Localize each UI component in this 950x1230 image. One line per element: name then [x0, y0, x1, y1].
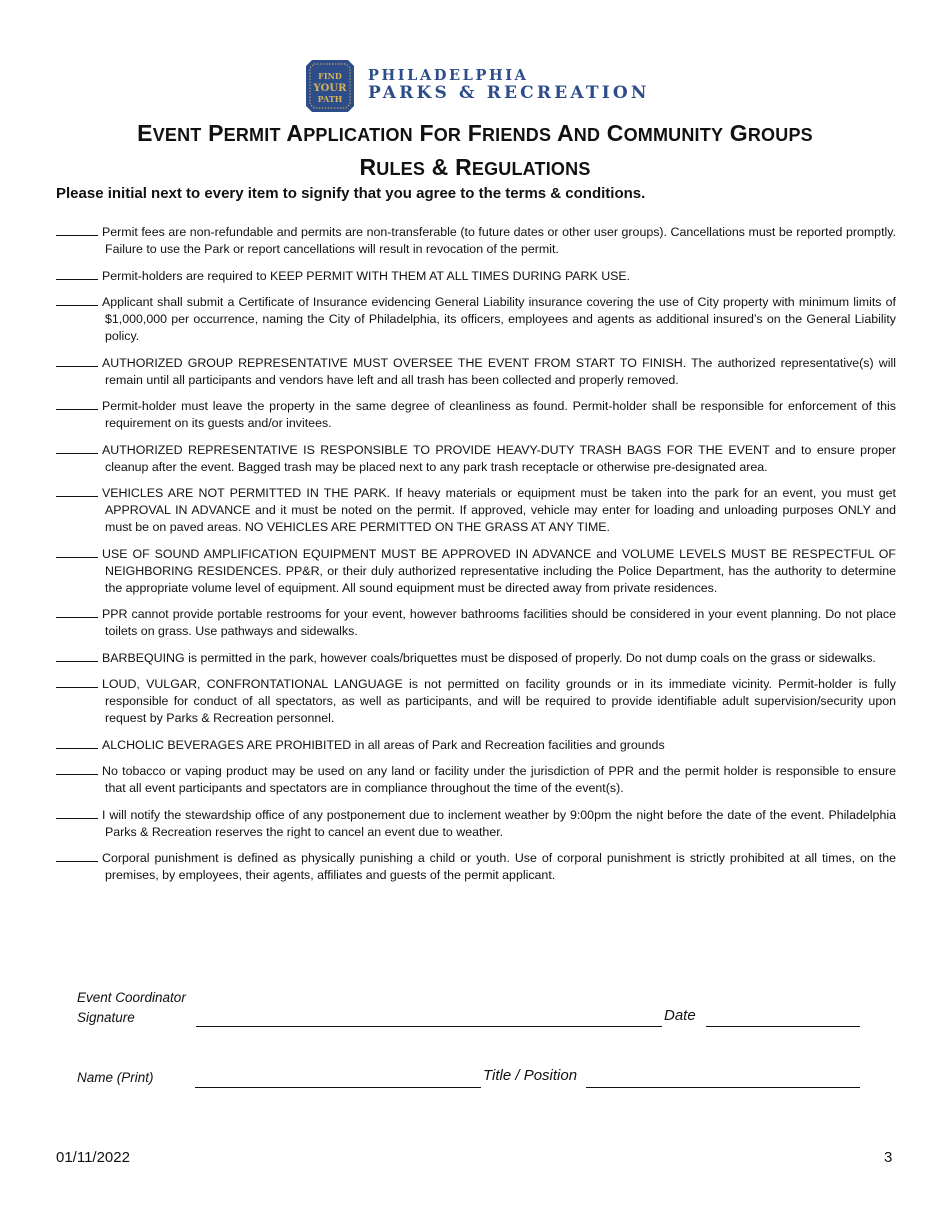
initial-blank[interactable]	[56, 807, 98, 819]
badge-word-your: YOUR	[313, 83, 347, 94]
badge-word-find: FIND	[318, 71, 342, 81]
document-title-text: EVENT PERMIT APPLICATION FOR FRIENDS AND COMMUNITY GROUPS	[137, 120, 813, 146]
rule-text: I will notify the stewardship office of any postponement due to inclement weather by 9:00pm the night before the date of the event. Philadelphia Parks & Recreation reserves the right to cancel an event due to weather.	[102, 807, 896, 839]
document-subtitle	[0, 154, 950, 181]
initial-blank[interactable]	[56, 546, 98, 558]
rule-text: BARBEQUING is permitted in the park, however coals/briquettes must be disposed of properly. Do not dump coals on the grass or sidewalks.	[102, 650, 876, 665]
coordinator-label-line2: Signature	[77, 1010, 135, 1025]
rule-item	[56, 355, 896, 389]
initial-blank[interactable]	[56, 485, 98, 497]
initial-blank[interactable]	[56, 224, 98, 236]
rule-item	[56, 224, 896, 258]
rule-text: AUTHORIZED GROUP REPRESENTATIVE MUST OVERSEE THE EVENT FROM START TO FINISH. The authorized representative(s) will remain until all participants and vendors have left and all trash has been collected and properly removed.	[102, 355, 896, 387]
badge-word-path: PATH	[317, 94, 343, 104]
rule-text: No tobacco or vaping product may be used on any land or facility under the jurisdiction of PPR and the permit holder is responsible to ensure that all event participants and spectators are in compliance throughout the time of the event(s).	[102, 764, 896, 795]
initial-blank[interactable]	[56, 355, 98, 367]
rule-item	[56, 606, 896, 640]
header-logo	[0, 54, 950, 118]
initial-blank[interactable]	[56, 442, 98, 454]
initial-blank[interactable]	[56, 650, 98, 662]
rule-text: USE OF SOUND AMPLIFICATION EQUIPMENT MUST BE APPROVED IN ADVANCE and VOLUME LEVELS MUST BE RESPECTFUL OF NEIGHBORING RESIDENCES. PP&R, or their duly authorized representative including the Police Department, has the authority to determine the appropriate volume level of equipment. All sound equipment must be directed away from private residences.	[102, 546, 896, 595]
rule-item	[56, 268, 896, 285]
rule-item	[56, 546, 896, 597]
date-label: Date	[664, 1007, 696, 1024]
document-subtitle-text: RULES & REGULATIONS	[359, 154, 591, 180]
coordinator-signature-line[interactable]	[196, 1026, 662, 1027]
rule-text: Permit fees are non-refundable and permits are non-transferable (to future dates or other user groups). Cancellations must be reported promptly. Failure to use the Park or report cancellations will result in revocation of the permit.	[102, 225, 896, 256]
rule-text: AUTHORIZED REPRESENTATIVE IS RESPONSIBLE TO PROVIDE HEAVY-DUTY TRASH BAGS FOR THE EVENT and to ensure proper cleanup after the event. Bagged trash may be placed next to any park trash receptacle or otherwise pre-designated area.	[102, 442, 896, 474]
rule-item	[56, 294, 896, 345]
org-name-line1: PHILADELPHIA	[368, 67, 529, 84]
rule-text: VEHICLES ARE NOT PERMITTED IN THE PARK. If heavy materials or equipment must be taken into the park for an event, you must get APPROVAL IN ADVANCE and it must be noted on the permit. If approved, vehicle may enter for loading and unloading purposes ONLY and must be on paved areas. NO VEHICLES ARE PERMITTED ON THE GRASS AT ANY TIME.	[102, 486, 896, 534]
title-position-line[interactable]	[586, 1087, 860, 1088]
date-line[interactable]	[706, 1026, 860, 1027]
rule-text: Permit-holders are required to KEEP PERMIT WITH THEM AT ALL TIMES DURING PARK USE.	[102, 268, 631, 283]
initial-blank[interactable]	[56, 737, 98, 749]
initial-blank[interactable]	[56, 398, 98, 410]
rule-text: Corporal punishment is defined as physically punishing a child or youth. Use of corporal punishment is strictly prohibited at all times, on the premises, by employees, their agents, affiliates and guests of the permit applicant.	[102, 851, 896, 882]
footer-date: 01/11/2022	[56, 1149, 130, 1166]
initial-blank[interactable]	[56, 763, 98, 775]
rule-item	[56, 676, 896, 727]
title-position-label: Title / Position	[483, 1067, 578, 1084]
initial-blank[interactable]	[56, 294, 98, 306]
instruction-text: Please initial next to every item to signify that you agree to the terms & conditions.	[56, 185, 646, 202]
rule-text: LOUD, VULGAR, CONFRONTATIONAL LANGUAGE is not permitted on facility grounds or in its immediate vicinity. Permit-holder is fully responsible for conduct of all spectators, as well as participants, and will be required to provide identifiable adult supervision/security upon request by Parks & Recreation personnel.	[102, 677, 896, 725]
rule-item	[56, 807, 896, 841]
initial-blank[interactable]	[56, 850, 98, 862]
rule-item	[56, 650, 896, 667]
org-name-line2: PARKS & RECREATION	[368, 83, 650, 103]
document-title	[0, 120, 950, 147]
coordinator-label-line1: Event Coordinator	[77, 990, 186, 1005]
page-number: 3	[884, 1149, 893, 1166]
rules-list	[56, 224, 896, 894]
rule-item	[56, 737, 896, 754]
rule-item	[56, 763, 896, 797]
find-your-path-badge-icon	[302, 56, 358, 116]
org-name	[368, 68, 650, 103]
rule-item	[56, 398, 896, 432]
name-print-line[interactable]	[195, 1087, 481, 1088]
rule-text: ALCHOLIC BEVERAGES ARE PROHIBITED in all areas of Park and Recreation facilities and grounds	[102, 737, 665, 752]
rule-text: PPR cannot provide portable restrooms for your event, however bathrooms facilities should be considered in your event planning. Do not place toilets on grass. Use pathways and sidewalks.	[102, 607, 896, 638]
initial-blank[interactable]	[56, 676, 98, 688]
rule-item	[56, 485, 896, 536]
name-print-label: Name (Print)	[77, 1070, 154, 1085]
initial-blank[interactable]	[56, 268, 98, 280]
rule-text: Permit-holder must leave the property in the same degree of cleanliness as found. Permit-holder shall be responsible for enforcement of this requirement on its guests and/or invitees.	[102, 399, 896, 430]
rule-item	[56, 442, 896, 476]
coordinator-signature-label	[77, 988, 186, 1028]
rule-text: Applicant shall submit a Certificate of Insurance evidencing General Liability insurance covering the use of City property with minimum limits of $1,000,000 per occurrence, naming the City of Philadelphia, its officers, employees and agents as additional insured’s on the General Liability policy.	[102, 295, 896, 343]
rule-item	[56, 850, 896, 884]
initial-blank[interactable]	[56, 606, 98, 618]
